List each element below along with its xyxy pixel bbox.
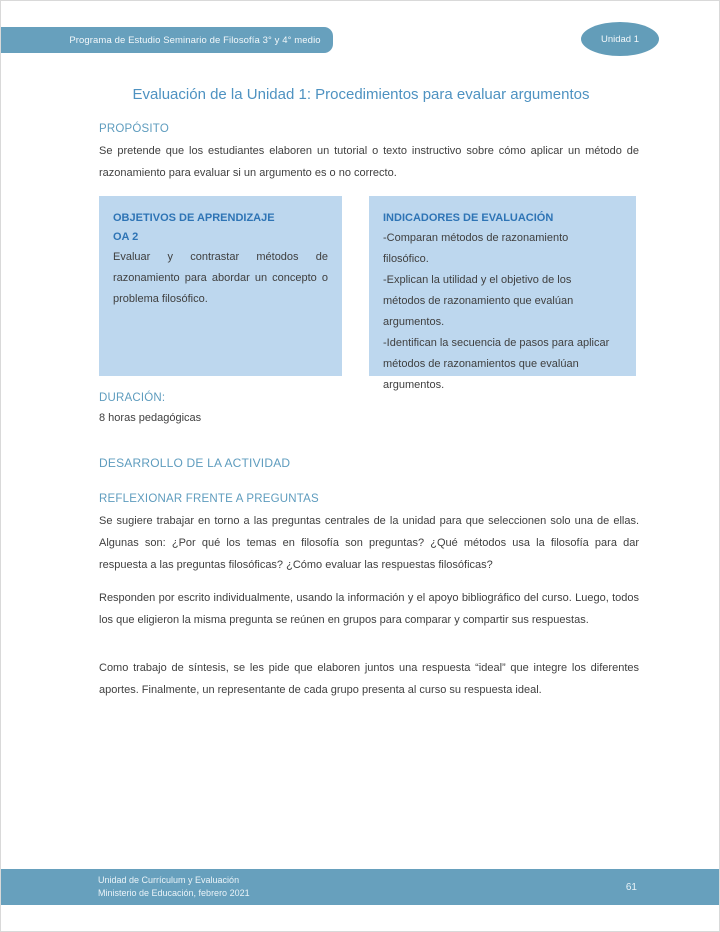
indicators-box-heading: INDICADORES DE EVALUACIÓN: [383, 212, 554, 224]
objectives-box: [99, 196, 342, 376]
section-heading-reflexionar: REFLEXIONAR FRENTE A PREGUNTAS: [99, 493, 319, 505]
section-heading-duracion: DURACIÓN:: [99, 392, 166, 404]
indicators-box: [369, 196, 636, 391]
page-number: 61: [625, 881, 637, 893]
footer-org-line1: Unidad de Currículum y Evaluación: [98, 875, 240, 885]
paragraph-reflexionar-1: Se sugiere trabajar en torno a las preguntas centrales de la unidad para que seleccionen solo una de ellas. Algunas son: ¿Por qué los temas en filosofía son preguntas? ¿Qué métodos usa la filosofía para dar respuesta a las preguntas filosóficas? ¿Cómo evaluar las respuestas filosóficas?: [99, 515, 639, 571]
indicator-item: -Comparan métodos de razonamiento filosófico.: [383, 232, 569, 265]
section-heading-proposito: PROPÓSITO: [99, 123, 169, 135]
indicator-item: -Explican la utilidad y el objetivo de los métodos de razonamiento que evalúan argumentos.: [383, 274, 574, 328]
footer-org-line2: Ministerio de Educación, febrero 2021: [98, 888, 250, 898]
paragraph-reflexionar-3: Como trabajo de síntesis, se les pide que elaboren juntos una respuesta “ideal” que integre los diferentes aportes. Finalmente, un representante de cada grupo presenta al curso su respuesta ideal.: [99, 662, 639, 696]
objectives-box-heading: OBJETIVOS DE APRENDIZAJE: [113, 212, 275, 224]
objectives-box-body: Evaluar y contrastar métodos de razonamiento para abordar un concepto o problema filosófico.: [113, 251, 328, 305]
unit-badge-label: Unidad 1: [600, 33, 640, 45]
paragraph-reflexionar-2: Responden por escrito individualmente, usando la información y el apoyo bibliográfico del curso. Luego, todos los que eligieron la misma pregunta se reúnen en grupos para comparar y compartir sus respuestas.: [99, 592, 639, 626]
header-program-label: Programa de Estudio Seminario de Filosofía 3° y 4° medio: [69, 34, 321, 46]
duracion-value: 8 horas pedagógicas: [99, 412, 202, 424]
unit-badge: [581, 22, 659, 56]
indicator-item: -Identifican la secuencia de pasos para aplicar métodos de razonamientos que evalúan argumentos.: [383, 337, 610, 391]
footer-organization: [98, 874, 250, 900]
footer-band: [1, 869, 720, 905]
section-heading-desarrollo: DESARROLLO DE LA ACTIVIDAD: [99, 456, 291, 470]
page-title: Evaluación de la Unidad 1: Procedimientos para evaluar argumentos: [132, 86, 590, 103]
objectives-oa-number: OA 2: [113, 231, 139, 243]
header-program-band: [1, 27, 333, 53]
paragraph-proposito: Se pretende que los estudiantes elaboren un tutorial o texto instructivo sobre cómo aplicar un método de razonamiento para evaluar si un argumento es o no correcto.: [99, 145, 639, 179]
